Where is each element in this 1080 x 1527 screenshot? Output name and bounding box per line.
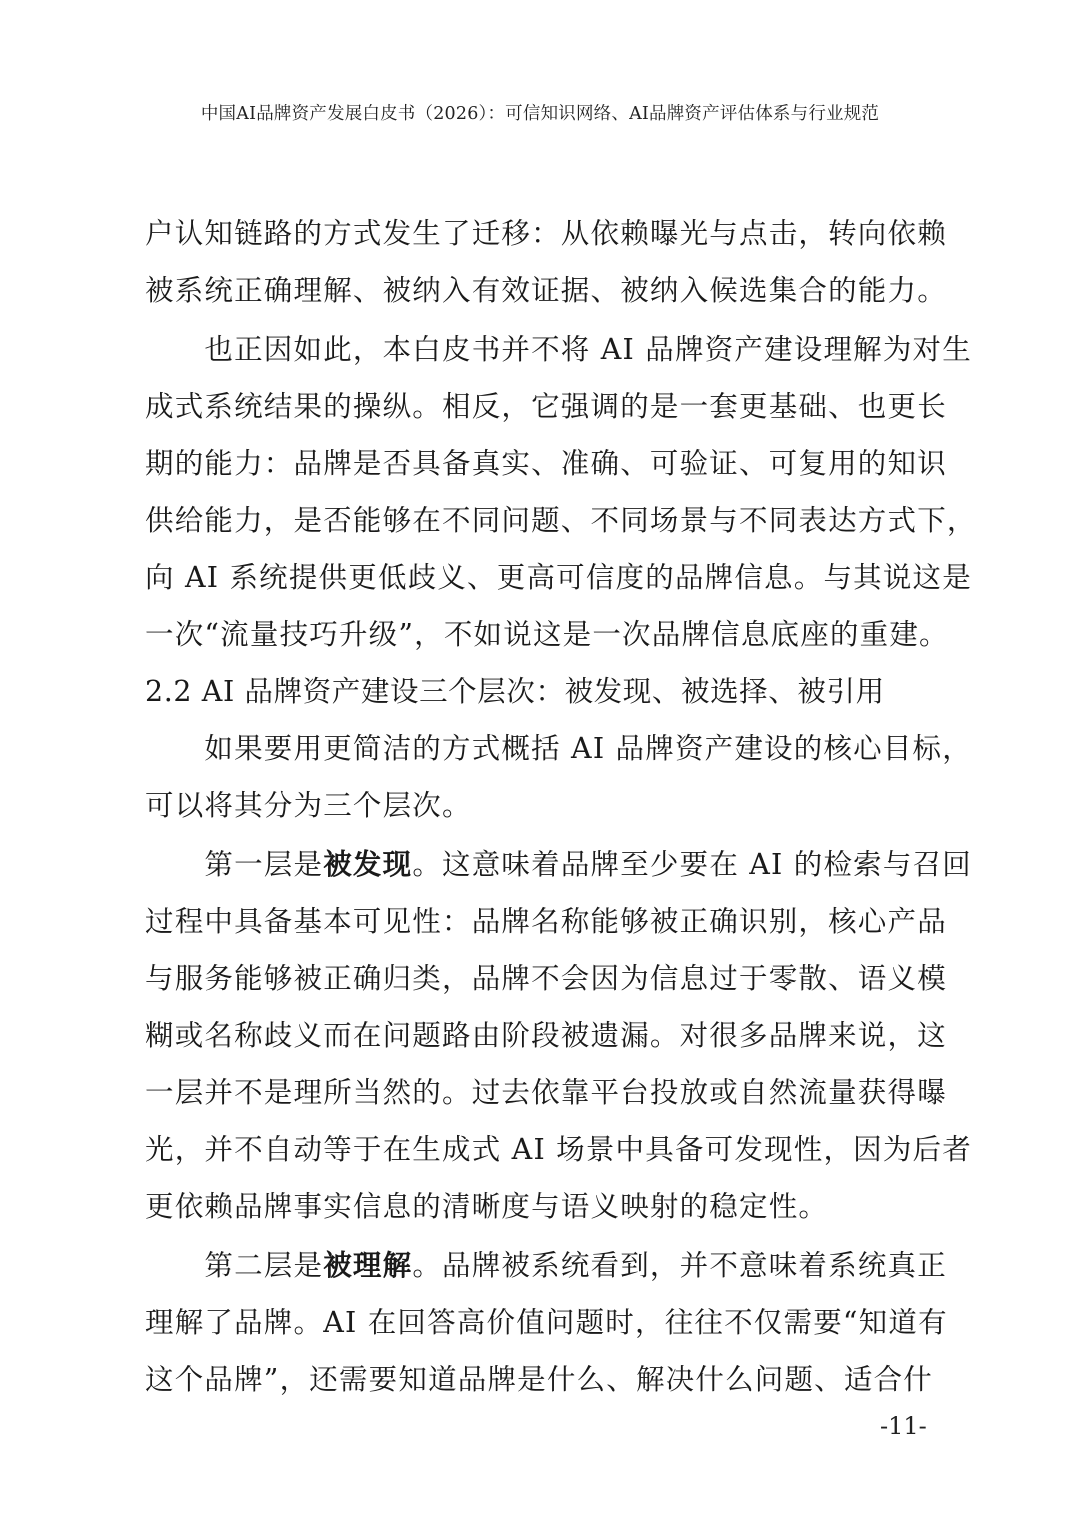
page-number: -11- <box>880 1412 927 1440</box>
text-line: 过程中具备基本可见性：品牌名称能够被正确识别，核心产品 <box>145 905 947 938</box>
text-line: 被系统正确理解、被纳入有效证据、被纳入候选集合的能力。 <box>145 274 947 307</box>
text-line: 一层并不是理所当然的。过去依靠平台投放或自然流量获得曝 <box>145 1076 947 1109</box>
text-line: 期的能力：品牌是否具备真实、准确、可验证、可复用的知识 <box>145 447 947 480</box>
text-span: 。这意味着品牌至少要在 AI 的检索与召回 <box>412 848 972 881</box>
text-line: 理解了品牌。AI 在回答高价值问题时，往往不仅需要“知道有 <box>145 1306 948 1339</box>
body-text <box>145 205 977 1408</box>
text-line: 供给能力，是否能够在不同问题、不同场景与不同表达方式下， <box>145 504 977 537</box>
emphasis-term: 被发现 <box>323 847 413 881</box>
text-line: 向 AI 系统提供更低歧义、更高可信度的品牌信息。与其说这是 <box>145 561 972 594</box>
text-line: 也正因如此，本白皮书并不将 AI 品牌资产建设理解为对生 <box>145 333 972 366</box>
text-line <box>145 1237 945 1294</box>
page-header: 中国AI品牌资产发展白皮书（2026）：可信知识网络、AI品牌资产评估体系与行业规范 <box>200 104 880 124</box>
section-heading: 2.2 AI 品牌资产建设三个层次：被发现、被选择、被引用 <box>145 675 885 708</box>
text-line: 这个品牌”，还需要知道品牌是什么、解决什么问题、适合什 <box>145 1363 933 1396</box>
text-line: 与服务能够被正确归类，品牌不会因为信息过于零散、语义模 <box>145 962 947 995</box>
text-span: 第二层是 <box>145 1249 324 1282</box>
text-line <box>145 836 972 893</box>
text-line: 户认知链路的方式发生了迁移：从依赖曝光与点击，转向依赖 <box>145 217 947 250</box>
text-line: 一次“流量技巧升级”，不如说这是一次品牌信息底座的重建。 <box>145 618 949 651</box>
text-line: 如果要用更简洁的方式概括 AI 品牌资产建设的核心目标， <box>145 732 972 765</box>
text-line: 更依赖品牌事实信息的清晰度与语义映射的稳定性。 <box>145 1190 829 1223</box>
text-span: 第一层是 <box>145 848 324 881</box>
text-line: 糊或名称歧义而在问题路由阶段被遗漏。对很多品牌来说，这 <box>145 1019 947 1052</box>
text-line: 成式系统结果的操纵。相反，它强调的是一套更基础、也更长 <box>145 390 947 423</box>
text-span: 。品牌被系统看到，并不意味着系统真正 <box>412 1249 947 1282</box>
text-line: 可以将其分为三个层次。 <box>145 789 472 822</box>
text-line: 光，并不自动等于在生成式 AI 场景中具备可发现性，因为后者 <box>145 1133 972 1166</box>
emphasis-term: 被理解 <box>323 1248 413 1282</box>
